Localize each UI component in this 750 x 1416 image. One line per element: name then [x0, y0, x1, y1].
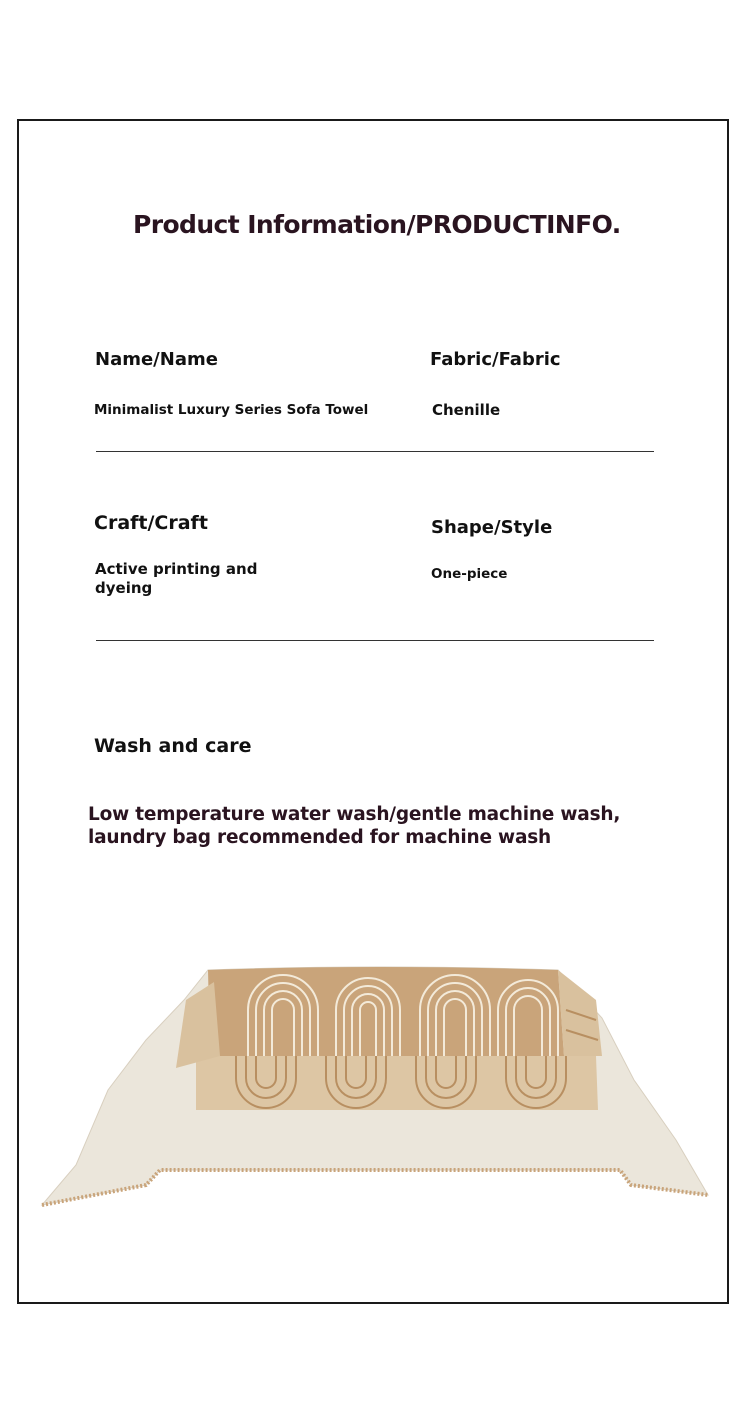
care-label: Wash and care — [94, 735, 252, 757]
shape-value: One-piece — [431, 566, 508, 582]
care-text: Low temperature water wash/gentle machine wash, laundry bag recommended for machine wash — [88, 804, 621, 848]
name-label: Name/Name — [95, 349, 218, 370]
fabric-value: Chenille — [432, 401, 501, 419]
name-value: Minimalist Luxury Series Sofa Towel — [94, 402, 369, 418]
divider — [96, 640, 654, 641]
craft-value: Active printing and dyeing — [95, 560, 258, 597]
page-title: Product Information/PRODUCTINFO. — [133, 210, 621, 239]
divider — [96, 451, 654, 452]
shape-label: Shape/Style — [431, 517, 553, 538]
sofa-throw-image — [36, 960, 716, 1215]
fabric-label: Fabric/Fabric — [430, 349, 561, 370]
craft-label: Craft/Craft — [94, 512, 208, 534]
